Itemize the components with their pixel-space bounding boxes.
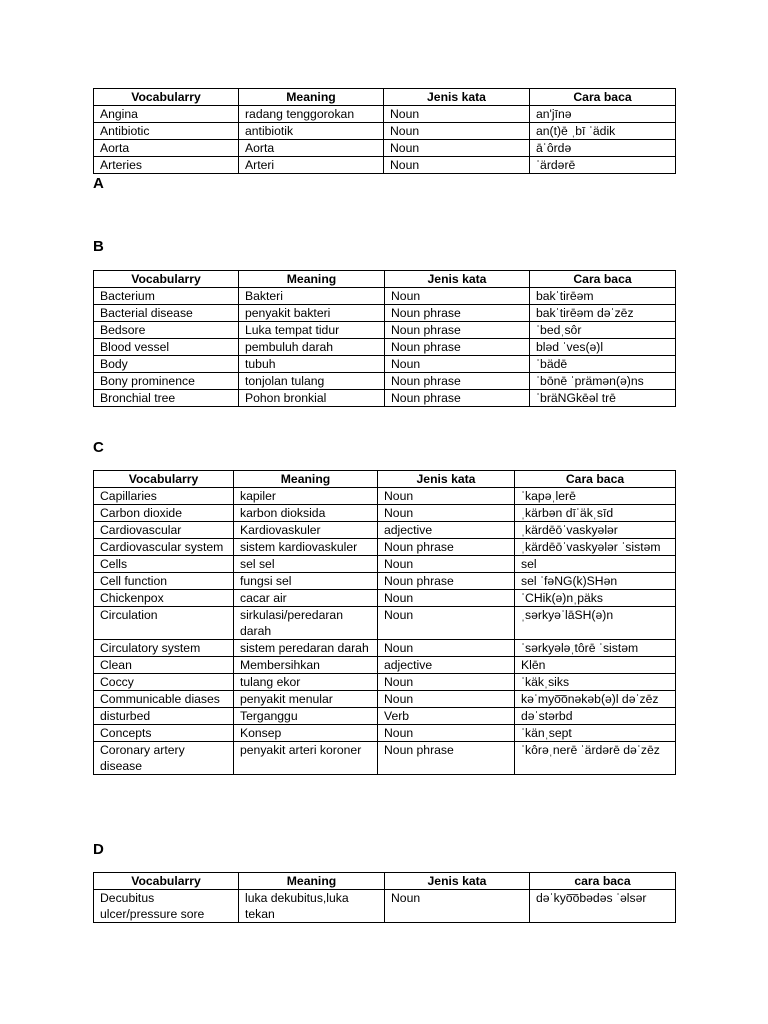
table-row [94,339,676,356]
cell-jenis-kata: Noun [378,674,515,691]
cell-meaning: Aorta [239,140,384,157]
header-meaning: Meaning [234,471,378,488]
cell-cara-baca: ˈkäkˌsiks [515,674,676,691]
cell-vocabulary: Carbon dioxide [94,505,234,522]
table-row [94,305,676,322]
header-vocabulary: Vocabularry [94,873,239,890]
cell-jenis-kata: Noun [378,607,515,640]
cell-cara-baca: bakˈtirēəm [530,288,676,305]
cell-cara-baca: ˈbedˌsôr [530,322,676,339]
cell-meaning: sistem kardiovaskuler [234,539,378,556]
table-row [94,708,676,725]
cell-meaning: sel sel [234,556,378,573]
cell-meaning: penyakit bakteri [239,305,385,322]
cell-jenis-kata: Noun [384,157,530,174]
cell-jenis-kata: Noun [378,725,515,742]
table-row [94,725,676,742]
table-row [94,106,676,123]
cell-cara-baca: ˈCHik(ə)nˌpäks [515,590,676,607]
cell-vocabulary: Cardiovascular [94,522,234,539]
cell-jenis-kata: Noun [384,140,530,157]
section-letter-a: A [93,175,104,192]
cell-meaning: pembuluh darah [239,339,385,356]
cell-vocabulary: Clean [94,657,234,674]
cell-cara-baca: ˌkärdēōˈvaskyələr ˈsistəm [515,539,676,556]
cell-vocabulary: Cell function [94,573,234,590]
cell-vocabulary: Bronchial tree [94,390,239,407]
cell-vocabulary: Blood vessel [94,339,239,356]
cell-vocabulary: Concepts [94,725,234,742]
cell-jenis-kata: Noun [384,106,530,123]
cell-vocabulary: Bedsore [94,322,239,339]
cell-meaning: radang tenggorokan [239,106,384,123]
cell-vocabulary: disturbed [94,708,234,725]
table-row [94,539,676,556]
vocab-table-a [93,88,676,174]
cell-cara-baca: sel ˈfəNG(k)SHən [515,573,676,590]
cell-meaning: kapiler [234,488,378,505]
cell-vocabulary: Antibiotic [94,123,239,140]
cell-vocabulary: Capillaries [94,488,234,505]
section-letter-d: D [93,841,104,858]
vocab-table-d [93,872,676,923]
cell-cara-baca: an(t)ē ˌbī ˈädik [530,123,676,140]
vocab-table-b [93,270,676,407]
header-cara-baca: Cara baca [530,271,676,288]
cell-jenis-kata: Noun [385,890,530,923]
cell-vocabulary: Circulation [94,607,234,640]
header-vocabulary: Vocabularry [94,271,239,288]
header-cara-baca: Cara baca [530,89,676,106]
header-vocabulary: Vocabularry [94,471,234,488]
cell-jenis-kata: Noun phrase [378,573,515,590]
cell-jenis-kata: Verb [378,708,515,725]
header-cara-baca: cara baca [530,873,676,890]
cell-jenis-kata: Noun [378,488,515,505]
cell-vocabulary: Angina [94,106,239,123]
table-row [94,573,676,590]
cell-cara-baca: ˈsərkyələˌtôrē ˈsistəm [515,640,676,657]
header-cara-baca: Cara baca [515,471,676,488]
cell-meaning: karbon dioksida [234,505,378,522]
table-row [94,590,676,607]
table-header-row [94,89,676,106]
table-row [94,691,676,708]
cell-meaning: penyakit arteri koroner [234,742,378,775]
cell-vocabulary: Chickenpox [94,590,234,607]
table-row [94,607,676,640]
cell-cara-baca: dəˈkyo͞obədəs ˈəlsər [530,890,676,923]
cell-cara-baca: an'jīnə [530,106,676,123]
cell-meaning: Pohon bronkial [239,390,385,407]
cell-jenis-kata: Noun [378,640,515,657]
cell-meaning: cacar air [234,590,378,607]
cell-meaning: Luka tempat tidur [239,322,385,339]
cell-vocabulary: Bacterium [94,288,239,305]
cell-vocabulary: Aorta [94,140,239,157]
cell-jenis-kata: Noun [378,505,515,522]
cell-jenis-kata: adjective [378,657,515,674]
cell-cara-baca: ˈkänˌsept [515,725,676,742]
cell-vocabulary: Bony prominence [94,373,239,390]
cell-cara-baca: ˈbräNGkēəl trē [530,390,676,407]
cell-meaning: tonjolan tulang [239,373,385,390]
table-row [94,674,676,691]
table-row [94,322,676,339]
cell-cara-baca: ˈkapəˌlerē [515,488,676,505]
cell-cara-baca: Klēn [515,657,676,674]
cell-cara-baca: kəˈmyo͞onəkəb(ə)l dəˈzēz [515,691,676,708]
header-meaning: Meaning [239,271,385,288]
cell-cara-baca: ˌsərkyəˈlāSH(ə)n [515,607,676,640]
cell-cara-baca: ˌkärbən dīˈäkˌsīd [515,505,676,522]
cell-vocabulary: Cardiovascular system [94,539,234,556]
cell-meaning: sirkulasi/peredaran darah [234,607,378,640]
header-jenis-kata: Jenis kata [385,873,530,890]
cell-cara-baca: bləd ˈves(ə)l [530,339,676,356]
cell-jenis-kata: Noun [385,288,530,305]
header-jenis-kata: Jenis kata [384,89,530,106]
section-letter-b: B [93,238,104,255]
table-row [94,140,676,157]
table-header-row [94,271,676,288]
cell-meaning: fungsi sel [234,573,378,590]
table-row [94,505,676,522]
cell-jenis-kata: Noun phrase [385,339,530,356]
cell-cara-baca: ˈbōnē ˈprämən(ə)ns [530,373,676,390]
cell-jenis-kata: Noun [378,556,515,573]
cell-cara-baca: dəˈstərbd [515,708,676,725]
cell-meaning: Terganggu [234,708,378,725]
table-row [94,640,676,657]
cell-meaning: penyakit menular [234,691,378,708]
cell-meaning: antibiotik [239,123,384,140]
table-row [94,657,676,674]
cell-vocabulary: Cells [94,556,234,573]
cell-jenis-kata: Noun phrase [378,742,515,775]
cell-meaning: Membersihkan [234,657,378,674]
cell-jenis-kata: Noun [378,590,515,607]
cell-cara-baca: bakˈtirēəm dəˈzēz [530,305,676,322]
cell-jenis-kata: Noun [384,123,530,140]
table-row [94,522,676,539]
table-row [94,288,676,305]
cell-jenis-kata: Noun phrase [378,539,515,556]
header-meaning: Meaning [239,873,385,890]
table-row [94,356,676,373]
cell-jenis-kata: Noun phrase [385,373,530,390]
cell-vocabulary: Coccy [94,674,234,691]
vocab-table-c [93,470,676,775]
header-vocabulary: Vocabularry [94,89,239,106]
cell-jenis-kata: Noun phrase [385,390,530,407]
section-letter-c: C [93,439,104,456]
table-row [94,890,676,923]
cell-vocabulary: Coronary artery disease [94,742,234,775]
table-row [94,488,676,505]
table-header-row [94,873,676,890]
cell-meaning: Arteri [239,157,384,174]
cell-meaning: tubuh [239,356,385,373]
cell-jenis-kata: Noun phrase [385,322,530,339]
header-jenis-kata: Jenis kata [378,471,515,488]
table-row [94,157,676,174]
cell-vocabulary: Arteries [94,157,239,174]
cell-jenis-kata: Noun [385,356,530,373]
table-header-row [94,471,676,488]
table-row [94,742,676,775]
cell-meaning: tulang ekor [234,674,378,691]
cell-meaning: Kardiovaskuler [234,522,378,539]
cell-vocabulary: Bacterial disease [94,305,239,322]
table-row [94,556,676,573]
cell-cara-baca: ˈkôrəˌnerē ˈärdərē dəˈzēz [515,742,676,775]
cell-cara-baca: ˈbädē [530,356,676,373]
cell-vocabulary: Circulatory system [94,640,234,657]
cell-meaning: sistem peredaran darah [234,640,378,657]
header-jenis-kata: Jenis kata [385,271,530,288]
cell-vocabulary: Communicable diases [94,691,234,708]
cell-vocabulary: Body [94,356,239,373]
cell-cara-baca: sel [515,556,676,573]
cell-jenis-kata: Noun [378,691,515,708]
cell-meaning: Konsep [234,725,378,742]
cell-jenis-kata: adjective [378,522,515,539]
cell-vocabulary: Decubitus ulcer/pressure sore [94,890,239,923]
table-row [94,373,676,390]
header-meaning: Meaning [239,89,384,106]
cell-meaning: Bakteri [239,288,385,305]
cell-jenis-kata: Noun phrase [385,305,530,322]
cell-cara-baca: āˈôrdə [530,140,676,157]
cell-cara-baca: ˈärdərē [530,157,676,174]
cell-meaning: luka dekubitus,luka tekan [239,890,385,923]
table-row [94,123,676,140]
table-row [94,390,676,407]
cell-cara-baca: ˌkärdēōˈvaskyələr [515,522,676,539]
